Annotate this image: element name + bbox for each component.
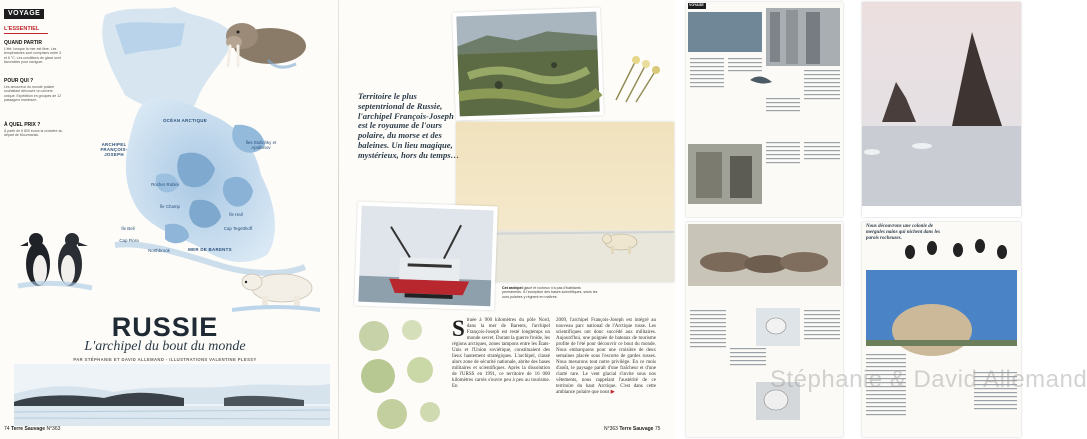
caption-lead: Cet archipel — [502, 286, 523, 290]
issue-number: N°363 — [604, 426, 618, 432]
map-label: MER DE BARENTS — [188, 247, 232, 252]
map-label: Northbrook — [148, 248, 170, 253]
map-label: OCÉAN ARCTIQUE — [162, 118, 208, 123]
body-column-2 — [556, 318, 656, 396]
polar-bear-illustration — [232, 260, 320, 312]
sidebar-text: L'été, lorsque la mer est libre. Les températures sont comprises entre 3 et 6 °C. Les conditions de glace sont favorables pour naviguer. — [4, 47, 61, 65]
thumbnail-heading: Nous découvrons une colonie de mergules nains qui nichent dans les parois rocheuses. — [866, 224, 941, 241]
guillemots-illustration — [14, 220, 94, 292]
magazine-name: Terre Sauvage — [619, 426, 654, 432]
map-label: Rocher Rubini — [151, 182, 179, 187]
article-intro: Territoire le plus septentrional de Russie, l'archipel François-Joseph est le royaume de l'ours polaire, du morse et des baleines. Un lieu magique, mystérieux, hors du temps… — [358, 91, 460, 160]
spread-thumbnail-3[interactable] — [862, 2, 1021, 217]
caption-text: glacé et rocheux n'a pas d'habitants permanents. À l'exception des bases scientifiques, seuls les ours polaires y règnent en maîtres. — [502, 286, 598, 299]
spread-gutter — [338, 0, 339, 439]
map-label: Île Bell — [121, 226, 135, 231]
map-label: ARCHIPEL FRANÇOIS-JOSEPH — [100, 142, 128, 157]
essentiel-label: L'ESSENTIEL — [4, 26, 48, 34]
photo-caption — [502, 286, 600, 299]
moss-sketch — [348, 316, 448, 434]
icebreaker-photo — [354, 202, 498, 311]
spread-thumbnail-4[interactable] — [686, 222, 843, 437]
continue-arrow-icon: ▶ — [610, 390, 615, 395]
map-label: Île Hall — [229, 212, 243, 217]
tundra-photo — [452, 7, 604, 120]
page-number: 74 — [4, 426, 10, 432]
map-label: Île Champ — [159, 204, 180, 209]
page-folio-right — [604, 426, 660, 432]
issue-number: N°363 — [46, 426, 61, 432]
walrus-illustration — [208, 14, 316, 72]
drop-cap: S — [452, 316, 465, 341]
byline: PAR STÉPHANIE ET DAVID ALLEMAND - ILLUSTRATIONS VALENTINE PLESSY — [73, 357, 257, 362]
section-tag: VOYAGE — [4, 9, 44, 19]
magazine-name: Terre Sauvage — [10, 426, 46, 432]
sidebar-price — [4, 122, 64, 138]
sidebar-who — [4, 78, 64, 103]
page-number: 75 — [654, 426, 661, 432]
body-text: 2009, l'archipel François-Joseph est intégré au nouveau parc national de l'Arctique russe. Les scientifiques ont donc succédé aux militaires. Aujourd'hui, une poignée de bateaux de tourisme profite de l'été pour découvrir ce bout du monde. Nous embarquons pour une croisière de deux semaines placée sous l'escorte de gardes russes. Nous mesurons tout notre privilège. En ce mois d'août, le paysage paraît d'une fraîcheur et d'une clarté rare. Le vent glacial s'invite sous nos vêtements, nous rappelant l'austérité de ce territoire du haut Arctique. C'est dans cette ambiance polaire que nous — [556, 318, 656, 395]
sidebar-heading: POUR QUI ? — [4, 78, 34, 84]
sidebar-when — [4, 40, 64, 65]
sidebar-heading: QUAND PARTIR — [4, 40, 42, 46]
map-label: Cap Tegetthoff — [223, 226, 253, 231]
spread-thumbnail-5[interactable] — [862, 222, 1021, 437]
spread-thumbnail-2[interactable] — [686, 2, 843, 217]
body-column-1 — [452, 318, 550, 390]
copyright-watermark: Stéphanie & David Allemand — [770, 366, 1087, 393]
article-title: RUSSIE — [111, 312, 219, 342]
article-subtitle: L'archipel du bout du monde — [84, 339, 246, 354]
plant-sketch — [606, 50, 666, 110]
page-folio-left — [4, 426, 60, 432]
thumbnail-section-tag: VOYAGE — [688, 3, 706, 8]
map-label: Îles Stolichky et Apollonov — [245, 140, 277, 150]
sidebar-text: À partir de 6 800 euros la croisière au départ de Mourmansk. — [4, 129, 63, 138]
map-label: Cap Flora — [119, 238, 139, 243]
body-text: ituée à 900 kilomètres du pôle Nord, dans la mer de Barents, l'archipel François-Joseph est resté longtemps un monde secret. Durant la guerre froide, les régions arctiques, zones tampons entre les États-Unis et l'Union soviétique, constituaient des lieux hautement stratégiques. L'archipel, classé alors zone de sécurité nationale, abrite des bases militaires et scientifiques. Après la dissolution de l'URSS en 1991, ce territoire de 16 000 kilomètres carrés s'ouvre peu à peu au tourisme. En — [452, 318, 550, 389]
coastline-illustration — [14, 364, 330, 426]
sidebar-heading: À QUEL PRIX ? — [4, 122, 41, 128]
sidebar-text: Les amoureux du monde polaire souhaitant découvrir un univers unique. Expédition en groupes de 12 passagers maximum. — [4, 85, 62, 103]
